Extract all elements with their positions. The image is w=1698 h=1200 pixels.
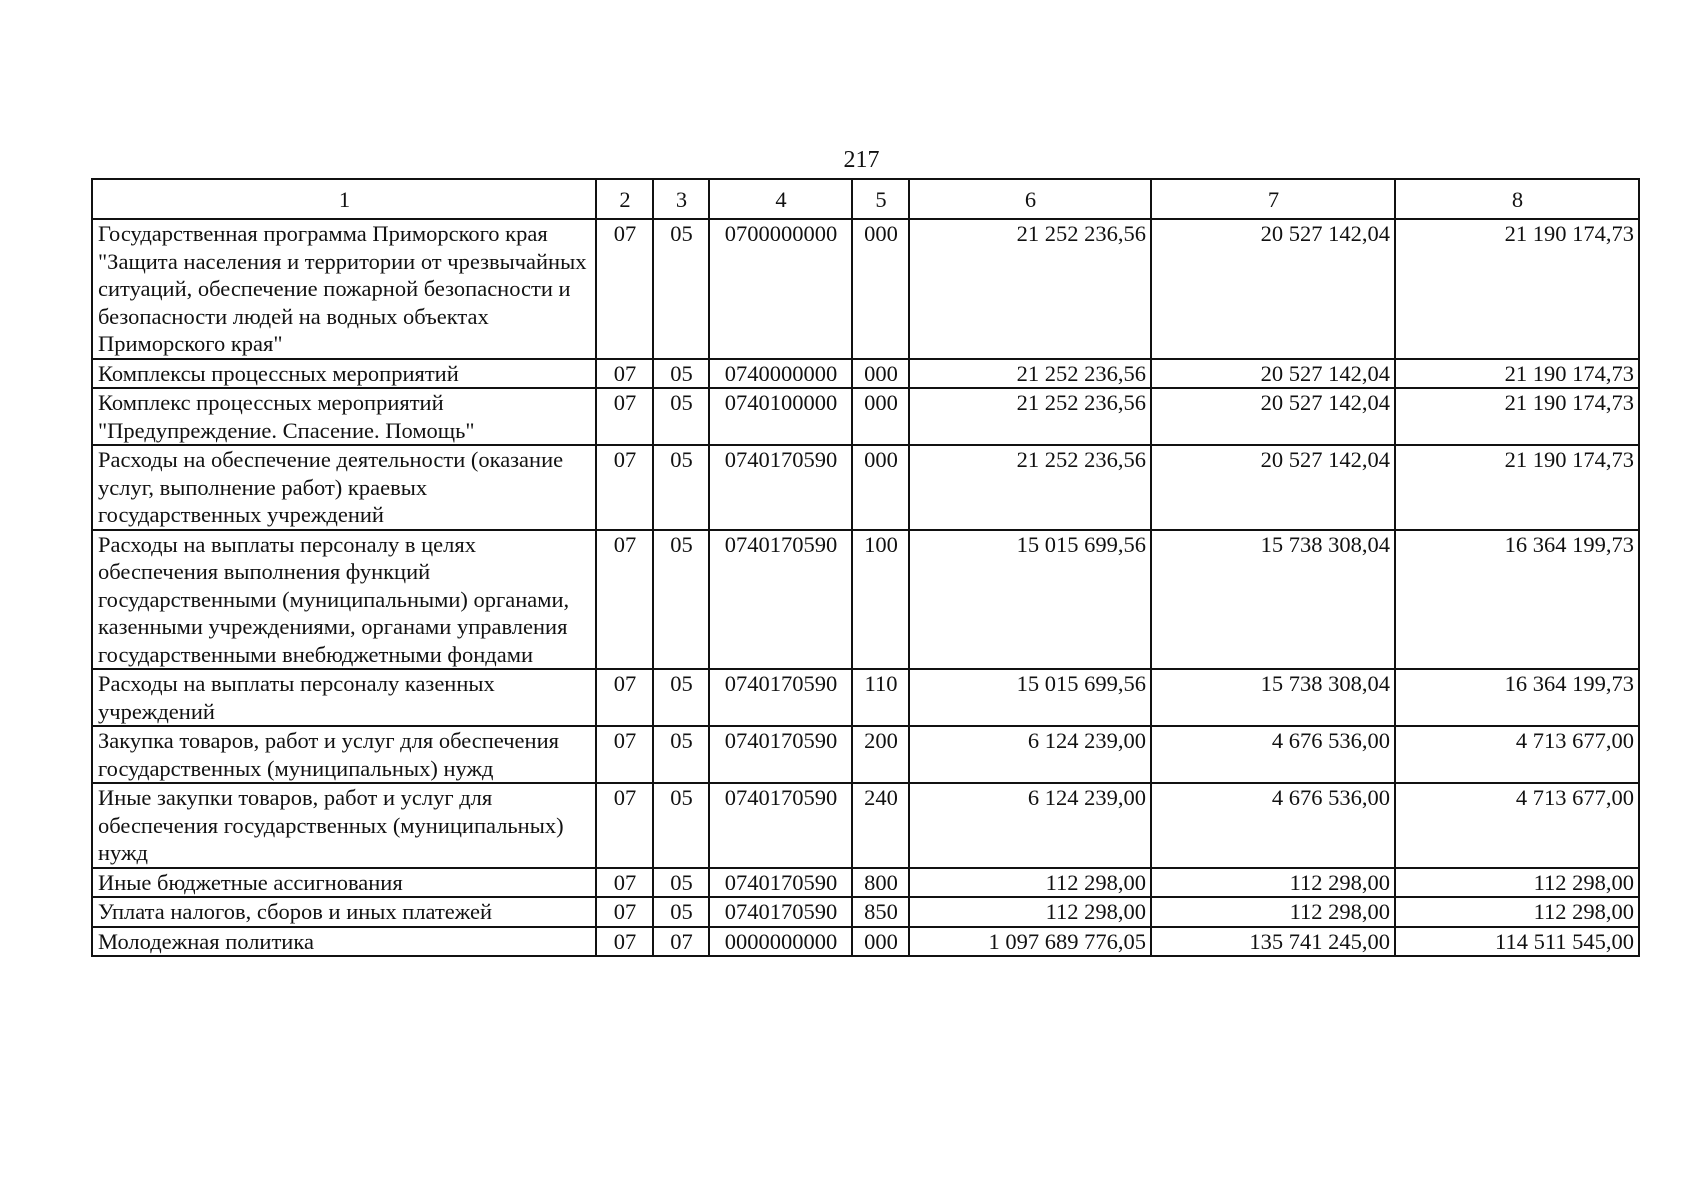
subsection-code: 05 xyxy=(653,445,709,530)
amount-col-8: 114 511 545,00 xyxy=(1395,927,1639,957)
column-header: 6 xyxy=(909,179,1151,219)
table-row xyxy=(92,726,1639,783)
amount-col-7: 20 527 142,04 xyxy=(1151,388,1395,445)
section-code: 07 xyxy=(596,359,653,389)
section-code: 07 xyxy=(596,927,653,957)
amount-col-7: 20 527 142,04 xyxy=(1151,445,1395,530)
amount-col-8: 21 190 174,73 xyxy=(1395,388,1639,445)
target-article-code: 0740170590 xyxy=(709,445,852,530)
expense-name: Расходы на выплаты персоналу в целях обеспечения выполнения функций государственными (муниципальными) органами, казенными учреждениями, органами управления государственными внебюджетными фондами xyxy=(92,530,596,670)
target-article-code: 0740170590 xyxy=(709,868,852,898)
target-article-code: 0700000000 xyxy=(709,219,852,359)
amount-col-8: 4 713 677,00 xyxy=(1395,783,1639,868)
expense-type-code: 000 xyxy=(852,388,909,445)
amount-col-6: 15 015 699,56 xyxy=(909,669,1151,726)
amount-col-6: 1 097 689 776,05 xyxy=(909,927,1151,957)
expense-type-code: 000 xyxy=(852,445,909,530)
amount-col-8: 112 298,00 xyxy=(1395,897,1639,927)
amount-col-8: 21 190 174,73 xyxy=(1395,219,1639,359)
subsection-code: 05 xyxy=(653,359,709,389)
amount-col-6: 21 252 236,56 xyxy=(909,219,1151,359)
expense-type-code: 800 xyxy=(852,868,909,898)
expense-name: Комплексы процессных мероприятий xyxy=(92,359,596,389)
table-row xyxy=(92,783,1639,868)
column-header: 8 xyxy=(1395,179,1639,219)
expense-type-code: 850 xyxy=(852,897,909,927)
expense-name: Молодежная политика xyxy=(92,927,596,957)
table-row xyxy=(92,219,1639,359)
amount-col-6: 112 298,00 xyxy=(909,868,1151,898)
target-article-code: 0740170590 xyxy=(709,726,852,783)
column-header: 2 xyxy=(596,179,653,219)
expense-name: Иные закупки товаров, работ и услуг для обеспечения государственных (муниципальных) нужд xyxy=(92,783,596,868)
amount-col-7: 20 527 142,04 xyxy=(1151,219,1395,359)
amount-col-6: 112 298,00 xyxy=(909,897,1151,927)
amount-col-6: 6 124 239,00 xyxy=(909,726,1151,783)
section-code: 07 xyxy=(596,530,653,670)
section-code: 07 xyxy=(596,783,653,868)
table-row xyxy=(92,927,1639,957)
column-header: 4 xyxy=(709,179,852,219)
table-row xyxy=(92,669,1639,726)
amount-col-7: 135 741 245,00 xyxy=(1151,927,1395,957)
amount-col-8: 16 364 199,73 xyxy=(1395,530,1639,670)
subsection-code: 05 xyxy=(653,219,709,359)
column-header: 3 xyxy=(653,179,709,219)
column-header: 5 xyxy=(852,179,909,219)
table-row xyxy=(92,445,1639,530)
target-article-code: 0740000000 xyxy=(709,359,852,389)
subsection-code: 05 xyxy=(653,868,709,898)
target-article-code: 0740170590 xyxy=(709,897,852,927)
subsection-code: 07 xyxy=(653,927,709,957)
target-article-code: 0740170590 xyxy=(709,530,852,670)
amount-col-7: 112 298,00 xyxy=(1151,868,1395,898)
expense-name: Государственная программа Приморского края "Защита населения и территории от чрезвычайных ситуаций, обеспечение пожарной безопасности и безопасности людей на водных объектах Приморского края" xyxy=(92,219,596,359)
section-code: 07 xyxy=(596,897,653,927)
table-row xyxy=(92,359,1639,389)
amount-col-8: 21 190 174,73 xyxy=(1395,359,1639,389)
amount-col-6: 21 252 236,56 xyxy=(909,445,1151,530)
column-header: 1 xyxy=(92,179,596,219)
expense-type-code: 000 xyxy=(852,219,909,359)
expense-name: Расходы на обеспечение деятельности (оказание услуг, выполнение работ) краевых государственных учреждений xyxy=(92,445,596,530)
section-code: 07 xyxy=(596,669,653,726)
section-code: 07 xyxy=(596,219,653,359)
section-code: 07 xyxy=(596,388,653,445)
subsection-code: 05 xyxy=(653,530,709,670)
amount-col-8: 112 298,00 xyxy=(1395,868,1639,898)
expense-name: Расходы на выплаты персоналу казенных учреждений xyxy=(92,669,596,726)
amount-col-7: 4 676 536,00 xyxy=(1151,783,1395,868)
expense-name: Уплата налогов, сборов и иных платежей xyxy=(92,897,596,927)
subsection-code: 05 xyxy=(653,897,709,927)
expense-type-code: 000 xyxy=(852,359,909,389)
expense-name: Комплекс процессных мероприятий "Предупреждение. Спасение. Помощь" xyxy=(92,388,596,445)
column-header: 7 xyxy=(1151,179,1395,219)
subsection-code: 05 xyxy=(653,783,709,868)
amount-col-7: 20 527 142,04 xyxy=(1151,359,1395,389)
amount-col-6: 6 124 239,00 xyxy=(909,783,1151,868)
amount-col-7: 15 738 308,04 xyxy=(1151,530,1395,670)
amount-col-6: 21 252 236,56 xyxy=(909,388,1151,445)
amount-col-8: 16 364 199,73 xyxy=(1395,669,1639,726)
target-article-code: 0740100000 xyxy=(709,388,852,445)
budget-table xyxy=(91,178,1640,957)
expense-type-code: 000 xyxy=(852,927,909,957)
section-code: 07 xyxy=(596,445,653,530)
expense-name: Иные бюджетные ассигнования xyxy=(92,868,596,898)
table-row xyxy=(92,897,1639,927)
expense-name: Закупка товаров, работ и услуг для обеспечения государственных (муниципальных) нужд xyxy=(92,726,596,783)
section-code: 07 xyxy=(596,726,653,783)
header-row xyxy=(92,179,1639,219)
section-code: 07 xyxy=(596,868,653,898)
subsection-code: 05 xyxy=(653,669,709,726)
expense-type-code: 110 xyxy=(852,669,909,726)
amount-col-7: 15 738 308,04 xyxy=(1151,669,1395,726)
subsection-code: 05 xyxy=(653,726,709,783)
table-row xyxy=(92,530,1639,670)
target-article-code: 0740170590 xyxy=(709,669,852,726)
expense-type-code: 240 xyxy=(852,783,909,868)
amount-col-6: 15 015 699,56 xyxy=(909,530,1151,670)
amount-col-6: 21 252 236,56 xyxy=(909,359,1151,389)
table-row xyxy=(92,868,1639,898)
amount-col-7: 112 298,00 xyxy=(1151,897,1395,927)
table-row xyxy=(92,388,1639,445)
target-article-code: 0000000000 xyxy=(709,927,852,957)
amount-col-8: 4 713 677,00 xyxy=(1395,726,1639,783)
amount-col-8: 21 190 174,73 xyxy=(1395,445,1639,530)
expense-type-code: 100 xyxy=(852,530,909,670)
expense-type-code: 200 xyxy=(852,726,909,783)
amount-col-7: 4 676 536,00 xyxy=(1151,726,1395,783)
subsection-code: 05 xyxy=(653,388,709,445)
target-article-code: 0740170590 xyxy=(709,783,852,868)
page-number: 217 xyxy=(843,147,880,173)
